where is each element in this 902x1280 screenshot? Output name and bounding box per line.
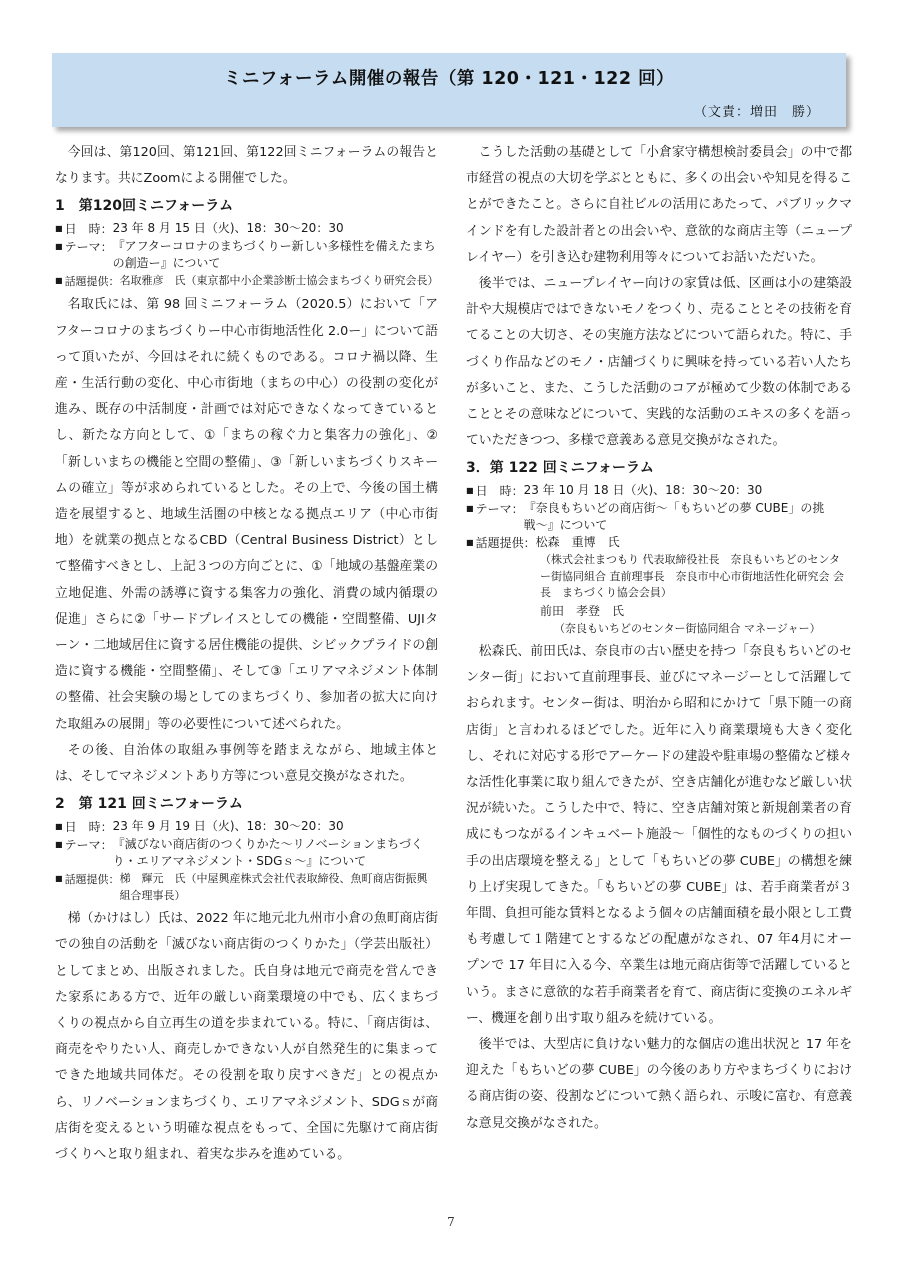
- section-122-speaker-1-affiliation: （株式会社まつもり 代表取締役社長 奈良もいちどのセンター街協同組合 直前理事長 奈良市中心市街地活性化研究会 会長 まちづくり協会会員）: [540, 553, 844, 600]
- section-122-details: [466, 482, 852, 637]
- page-title: ミニフォーラム開催の報告（第 120・121・122 回）: [223, 69, 675, 89]
- section-121-speaker-row: [55, 870, 438, 904]
- date-label: ■ 日 時：: [55, 220, 113, 238]
- section-122-speaker-2: 前田 孝登 氏: [540, 603, 625, 618]
- section-120-details: [55, 220, 438, 290]
- date-label: ■ 日 時：: [55, 818, 113, 836]
- section-122-date: 23 年 10 月 18 日（火)、18：30〜20：30: [523, 483, 763, 498]
- section-122-speaker-1: 松森 重博 氏: [535, 535, 620, 550]
- section-122-speaker-row: [466, 534, 852, 552]
- section-122-heading: 3．第 122 回ミニフォーラム: [466, 460, 654, 477]
- section-121-body: 梯（かけはし）氏は、2022 年に地元北九州市小倉の魚町商店街での独自の活動を「滅びない商店街のつくりかた」（学芸出版社）としてまとめ、出版されました。氏自身は地元で商売を営んできた家系にある方で、近年の厳しい商業環境の中でも、広くまちづくりの視点から自立再生の道を歩まれている。特に、「商店街は、商売をやりたい人、商売しかできない人が自然発生的に集まってできた地域共同体だ。その役割を取り戻すべきだ」との視点から、リノベーションまちづくり、エリアマネジメント、SDGｓが商店街を変えるという明確な視点をもって、全国に先駆けて商店街づくりへと取り組まれ、着実な歩みを進めている。: [55, 911, 439, 1163]
- section-122-theme-row: [466, 500, 852, 534]
- author-byline: （文責：増田 勝）: [693, 105, 820, 120]
- section-120-body: 名取氏には、第 98 回ミニフォーラム（2020.5）において「アフターコロナのまちづくりー中心市街地活性化 2.0ー」について語って頂いたが、今回はそれに続くものである。コロナ禍以降、生産・生活行動の変化、中心市街地（まちの中心）の役割の変化が進み、既存の中活制度・計画では対応できなくなってきているとし、新たな方向として、①「まちの稼ぐ力と集客力の強化」、②「新しいまちの機能と空間の整備」、③「新しいまちづくりスキームの確立」等が求められているとした。その上で、今後の国土構造を展望すると、地域生活圏の中核となる拠点エリア（中心市街地）を就業の拠点となるCBD（Central Business District）として整備すべきとし、上記３つの方向ごとに、①「地域の基盤産業の立地促進、外需の誘導に資する集客力の強化、消費の域内循環の促進」さらに②「サードプレイスとしての機能・空間整備、UJIターン・二地域居住に資する居住機能の提供、シビックプライドの創造に資する機能・空間整備」、そして③「エリアマネジメント体制の整備、社会実験の場としてのまちづくり、参加者の拡大に向けた取組みの展開」等の必要性について述べられた。: [55, 297, 438, 732]
- page-number: 7: [447, 1215, 455, 1229]
- section-120-heading: 1 第120回ミニフォーラム: [55, 198, 234, 215]
- section-122-closing: 後半では、大型店に負けない魅力的な個店の進出状況と 17 年を迎えた「もちいどの夢 CUBE」の今後のあり方やまちづくりにおける商店街の姿、役割などについて熱く語られ、示唆に富む、有意義な意見交換がなされた。: [466, 1036, 852, 1131]
- section-120-speaker: 名取雅彦 氏（東京都中小企業診断士協会まちづくり研究会長）: [119, 274, 439, 288]
- theme-label: ■ テーマ：: [466, 500, 524, 534]
- date-label: ■ 日 時：: [466, 482, 524, 500]
- section-121-heading: 2 第 121 回ミニフォーラム: [55, 796, 243, 813]
- speaker-label: ■ 話題提供：: [55, 870, 120, 904]
- report-header: [52, 53, 846, 127]
- left-column: [55, 140, 438, 1168]
- section-120-speaker-row: [55, 272, 438, 290]
- section-121-date-row: [55, 818, 438, 836]
- section-120-closing: その後、自治体の取組み事例等を踏まえながら、地域主体とは、そしてマネジメントあり方等につい意見交換がなされた。: [55, 742, 438, 785]
- section-121-details: [55, 818, 438, 904]
- section-121-paragraph-2: こうした活動の基礎として「小倉家守構想検討委員会」の中で都市経営の視点の大切を学ぶとともに、多くの出会いや知見を得ることができたこと。さらに自社ビルの活用にあたって、パブリックマインドを有した設計者との出会いや、意欲的な商店主等（ニュープレイヤー）を引き込む建物利用等々についてお話いただいた。: [466, 145, 852, 265]
- section-120-date-row: [55, 220, 438, 238]
- intro-paragraph: 今回は、第120回、第121回、第122回ミニフォーラムの報告となります。共にZoomによる開催でした。: [55, 145, 438, 187]
- speaker-label: ■ 話題提供：: [466, 534, 536, 552]
- section-122-body: 松森氏、前田氏は、奈良市の古い歴史を持つ「奈良もちいどのセンター街」において直前理事長、並びにマネージーとして活躍しておられます。センター街は、明治から昭和にかけて「県下随一の商店街」と言われるほどでした。近年に入り商業環境も大きく変化し、それに対応する形でアーケードの建設や駐車場の整備など様々な活性化事業に取り組んできたが、空き店舗化が進むなど厳しい状況が続いた。こうした中で、特に、空き店舗対策と新規創業者の育成にもつながるインキュベート施設〜「個性的なものづくりの担い手の出店環境を整える」として「もちいどの夢 CUBE」の構想を練り上げ実現してきた。「もちいどの夢 CUBE」は、若手商業者が３年間、負担可能な賃料となるよう個々の店舗面積を最小限とし工費も考慮して１階建てとするなどの配慮がなされ、07 年4月にオープンで 17 年目に入る今、卒業生は地元商店街等で活躍しているという。まさに意欲的な若手商業者を育て、商店街に変換のエネルギー、機運を創り出す取り組みを続けている。: [466, 643, 853, 1026]
- section-121-theme: 『滅びない商店街のつくりかた〜リノベーションまちづくり・エリアマネジメント・SDGｓ〜』について: [112, 837, 424, 869]
- section-121-paragraph-3: 後半では、ニュープレイヤー向けの家賃は低、区画は小の建築設計や大規模店ではできないモノをつくり、売ることとその技術を育てることの大切さ、その実施方法などについて語られた。特に、手づくり作品などのモノ・店舗づくりに興味を持っている若い人たちが多いこと、また、こうした活動のコアが極めて少数の体制であることとその意味などについて、実践的な活動のエキスの多くを語っていただきつつ、多様で意義ある意見交換がなされた。: [466, 276, 852, 449]
- section-121-theme-row: [55, 836, 438, 870]
- speaker-label: ■ 話題提供：: [55, 272, 120, 290]
- section-122-theme: 『奈良もちいどの商店街〜「もちいどの夢 CUBE」の挑戦〜』について: [523, 501, 825, 533]
- right-column: [466, 140, 852, 1137]
- theme-label: ■ テーマ：: [55, 238, 113, 272]
- section-120-theme: 『アフターコロナのまちづくりー新しい多様性を備えたまちの創造ー』について: [112, 239, 436, 271]
- section-120-date: 23 年 8 月 15 日（火)、18：30〜20：30: [112, 221, 344, 236]
- section-122-date-row: [466, 482, 852, 500]
- section-121-date: 23 年 9 月 19 日（火)、18：30〜20：30: [112, 819, 344, 834]
- section-122-speaker-2-affiliation: （奈良もいちどのセンター街協同組合 マネージャー）: [554, 621, 821, 635]
- theme-label: ■ テーマ：: [55, 836, 113, 870]
- section-121-speaker: 梯 輝元 氏（中屋興産株式会社代表取締役、魚町商店街振興組合理事長）: [119, 872, 428, 903]
- section-120-theme-row: [55, 238, 438, 272]
